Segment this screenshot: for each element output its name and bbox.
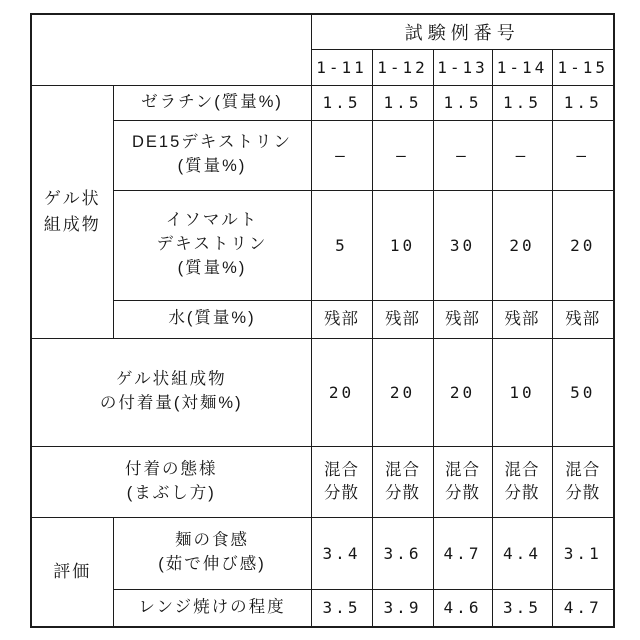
value-cell: 混合 分散 [492, 446, 552, 517]
value-cell: 残部 [372, 300, 433, 338]
value-cell: 50 [552, 338, 614, 446]
value-cell: 残部 [552, 300, 614, 338]
test-example-table [30, 13, 615, 628]
value-cell: 4.7 [552, 589, 614, 627]
row-label-noodle-texture: 麺の食感 (茹で伸び感) [113, 517, 311, 589]
group-label-evaluation: 評価 [31, 517, 113, 627]
column-header-1-14: 1-14 [492, 49, 552, 85]
value-cell: 10 [372, 190, 433, 300]
value-cell: 20 [552, 190, 614, 300]
value-cell: 1.5 [433, 85, 492, 120]
value-cell: — [492, 120, 552, 190]
value-cell: 3.9 [372, 589, 433, 627]
value-cell: 残部 [433, 300, 492, 338]
value-cell: 10 [492, 338, 552, 446]
column-header-1-13: 1-13 [433, 49, 492, 85]
value-cell: 20 [433, 338, 492, 446]
value-cell: 1.5 [311, 85, 372, 120]
value-cell: 1.5 [492, 85, 552, 120]
row-label-gelatin: ゼラチン(質量%) [113, 85, 311, 120]
group-label-gel-composition: ゲル状 組成物 [31, 85, 113, 338]
row-label-coating-method: 付着の態様 (まぶし方) [31, 446, 311, 517]
value-cell: 残部 [311, 300, 372, 338]
row-label-microwave-burn: レンジ焼けの程度 [113, 589, 311, 627]
column-header-1-15: 1-15 [552, 49, 614, 85]
value-cell: — [433, 120, 492, 190]
value-cell: 混合 分散 [372, 446, 433, 517]
value-cell: 1.5 [552, 85, 614, 120]
row-label-de15-dextrin: DE15デキストリン (質量%) [113, 120, 311, 190]
value-cell: 20 [492, 190, 552, 300]
value-cell: 5 [311, 190, 372, 300]
row-label-isomalto-dextrin: イソマルト デキストリン (質量%) [113, 190, 311, 300]
value-cell: 20 [372, 338, 433, 446]
table-title: 試験例番号 [311, 14, 614, 49]
value-cell: 残部 [492, 300, 552, 338]
row-label-water: 水(質量%) [113, 300, 311, 338]
value-cell: 3.1 [552, 517, 614, 589]
value-cell: 3.6 [372, 517, 433, 589]
value-cell: 3.5 [311, 589, 372, 627]
value-cell: 4.4 [492, 517, 552, 589]
corner-blank-cell [31, 14, 311, 85]
row-label-coating-amount: ゲル状組成物 の付着量(対麺%) [31, 338, 311, 446]
value-cell: 混合 分散 [433, 446, 492, 517]
column-header-1-11: 1-11 [311, 49, 372, 85]
value-cell: — [552, 120, 614, 190]
value-cell: 3.4 [311, 517, 372, 589]
value-cell: 3.5 [492, 589, 552, 627]
value-cell: 混合 分散 [311, 446, 372, 517]
value-cell: — [311, 120, 372, 190]
value-cell: 4.7 [433, 517, 492, 589]
value-cell: 1.5 [372, 85, 433, 120]
column-header-1-12: 1-12 [372, 49, 433, 85]
value-cell: 20 [311, 338, 372, 446]
value-cell: 4.6 [433, 589, 492, 627]
value-cell: 混合 分散 [552, 446, 614, 517]
value-cell: 30 [433, 190, 492, 300]
value-cell: — [372, 120, 433, 190]
